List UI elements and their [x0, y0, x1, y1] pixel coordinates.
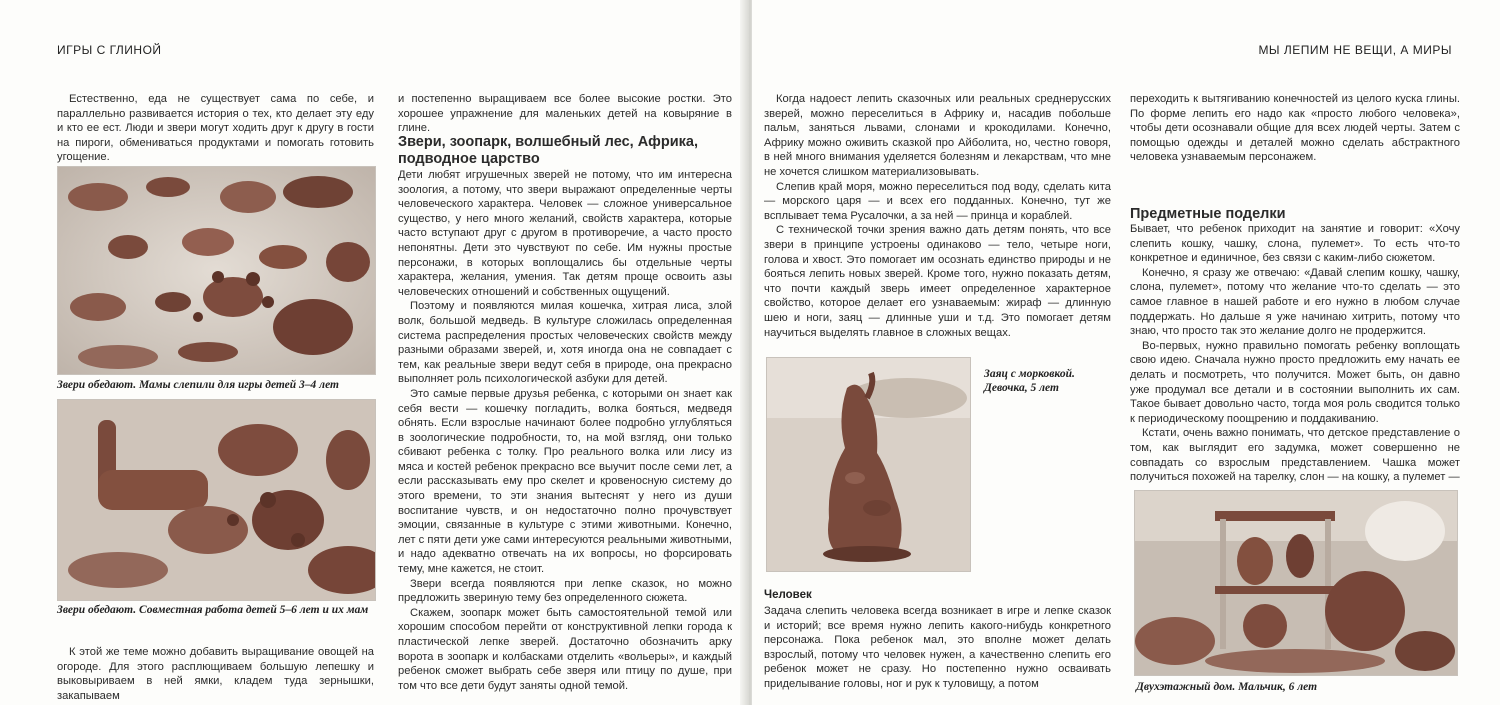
photo-animals-joint — [57, 399, 376, 601]
col2-continuation: и постепенно выращиваем все более высокие ростки. Это хорошее упражнение для маленьких детей на ковыряние в глине. — [398, 93, 732, 135]
clay-animals-joint-image — [58, 400, 375, 600]
subheading-human: Человек — [764, 589, 812, 601]
photo-caption-1: Звери обедают. Мамы слепили для игры детей 3–4 лет — [57, 379, 339, 391]
intro-paragraph: Естественно, еда не существует сама по себе, и параллельно развивается история о тех, кто делает эту еду и кто ее ест. Люди и звери могут ходить друг к другу в гости на пироги, обмениваться продуктами и помогать готовить угощение. — [57, 93, 374, 164]
running-head-left: ИГРЫ С ГЛИНОЙ — [57, 43, 162, 57]
clay-hare-image — [767, 358, 970, 571]
outro-paragraph: К этой же теме можно добавить выращивание овощей на огороде. Для этого расплющиваем большую лепешку и выковыриваем в ней ямки, кладем туда зернышки, закапываем — [57, 646, 374, 702]
photo-hare — [766, 357, 971, 572]
right-col1-human-body: Задача слепить человека всегда возникает в игре и лепке сказок и историй; все время нужно лепить какого-нибудь конкретного персонажа. Пока ребенок мал, это вполне может делать взрослый, потому что человек нужен, а качественно слепить его ребенок может не сразу. Но постепенно нужно осваивать приделывание головы, ног и рук к туловищу, а потом — [764, 605, 1111, 690]
photo-house — [1134, 490, 1458, 676]
right-col2-continuation: переходить к вытягиванию конечностей из целого куска глины. По форме лепить его надо как «просто любого человека», чтобы дети осознавали общие для всех людей черты. Затем с помощью одежды и деталей можно сделать абстрактного человека узнаваемым персонажем. — [1130, 93, 1460, 164]
photo-animals-lunch — [57, 166, 376, 375]
photo-caption-hare: Заяц с морковкой. Девочка, 5 лет — [984, 368, 1075, 394]
left-page — [0, 0, 748, 705]
right-page — [752, 0, 1500, 705]
right-col2-body: Бывает, что ребенок приходит на занятие и говорит: «Хочу слепить кошку, чашку, слона, пулемет». То есть что-то конкретное и единичное, без связи с каким-либо сюжетом. Конечно, я сразу же отвечаю: «Давай слепим кошку, чашку, слона, пулемет», потому что желание что-то сделать — это самое главное в нашей работе и его нужно в любом случае поддержать. Но дальше я уже начинаю хитрить, потому что знаю, что просто так это желание долго не продержится. Во-первых, нужно правильно помогать ребенку воплощать свою идею. Сначала нужно просто предложить ему начать ее делать и посмотреть, что получится. Может быть, он давно уже продумал все детали и в состоянии выполнить их сам. Такое бывает довольно часто, тогда моя роль сводится только к периодическому поощрению и поддакиванию. Кстати, очень важно понимать, что детское представление о том, как выглядит его задумка, может совершенно не совпадать со взрослым представлением. Чашка может получиться похожей на тарелку, слон — на кошку, а пулемет — — [1130, 223, 1460, 484]
section-heading-animals: Звери, зоопарк, волшебный лес, Африка, подводное царство — [398, 134, 698, 167]
right-col1-body: Когда надоест лепить сказочных или реальных среднерусских зверей, можно переселиться в Африку и, насадив побольше пальм, заняться львами, слонами и крокодилами. Конечно, Африку можно оживить сказкой про Айболита, но, честно говоря, в ней много внимания уделяется болезням и лекарствам, что мне не хочется слишком материализовывать. Слепив край моря, можно переселиться под воду, сделать кита — морского царя — и всех его подданных. Конечно, тут же всплывает тема Русалочки, а за ней — принца и кораблей. С технической точки зрения важно дать детям понять, что все звери в принципе устроены одинаково — тело, четыре ноги, голова и хвост. Это помогает им осознать единство природы и не бояться лепить новых зверей. Кроме того, нужно показать детям, что почти каждый зверь имеет определенное характерное свойство, которое делает его узнаваемым: жираф — длинную шею и ноги, заяц — длинные уши и т.д. Это помогает детям научиться выделять главное в сложных вещах. — [764, 93, 1111, 339]
photo-caption-2: Звери обедают. Совместная работа детей 5–6 лет и их мам — [57, 604, 369, 616]
clay-house-image — [1135, 491, 1457, 675]
clay-animals-image — [58, 167, 375, 374]
col2-body: Дети любят игрушечных зверей не потому, что им интересна зоология, а потому, что звери выражают определенные черты человеческого характера. Человек — сложное универсальное существо, у него много желаний, свойств характера, которые часто вступают друг с другом в противоречие, а часто просто непонятны. Дети это чувствуют по себе. Им нужны простые персонажи, в которых воплощались бы отдельные черты характера, желания, умения. Так детям проще освоить азы человеческих отношений и собственных ощущений. Поэтому и появляются милая кошечка, хитрая лиса, злой волк, большой медведь. В культуре сложилась определенная система распределения простых человеческих свойств между разными образами зверей, и, хотя иногда она не совпадает с тем, как реальные звери ведут себя в природе, она прекрасно выполняет роль психологической азбуки для детей. Это самые первые друзья ребенка, с которыми он знает как себя вести — кошечку погладить, волка бояться, медведя обнять. Если взрослые начинают более подробно углубляться в зоологические подробности, то, на мой взгляд, они только сбивают ребенка с толку. Про реального волка или лису из мяса и костей ребенок прекрасно все выучит после семи лет, а если рассказывать ему про скелет и кровеносную систему до этого времени, то эти знания вытеснят у него из души воспитание чувств, и он недостаточно полно прочувствует эмоции, связанные в культуре с этими животными. Конечно, лет с пяти дети уже сами интересуются реальными животными, и надо адекватно отвечать на их вопросы, но форсировать тему, мне кажется, не стоит. Звери всегда появляются при лепке сказок, но можно предложить звериную тему без определенного сюжета. Скажем, зоопарк может быть самостоятельной темой или хорошим способом перейти от конструктивной лепки города к пластической лепке зверей. Достаточно обозначить арку ворота в зоопарк и колбасками отделить «вольеры», и каждый ребенок сможет выбрать себе зверя или птицу по душе, при том что все дети будут заняты одной темой. — [398, 169, 732, 692]
section-heading-objects: Предметные поделки — [1130, 206, 1286, 222]
photo-caption-house: Двухэтажный дом. Мальчик, 6 лет — [1136, 681, 1318, 693]
running-head-right: МЫ ЛЕПИМ НЕ ВЕЩИ, А МИРЫ — [1258, 43, 1452, 57]
